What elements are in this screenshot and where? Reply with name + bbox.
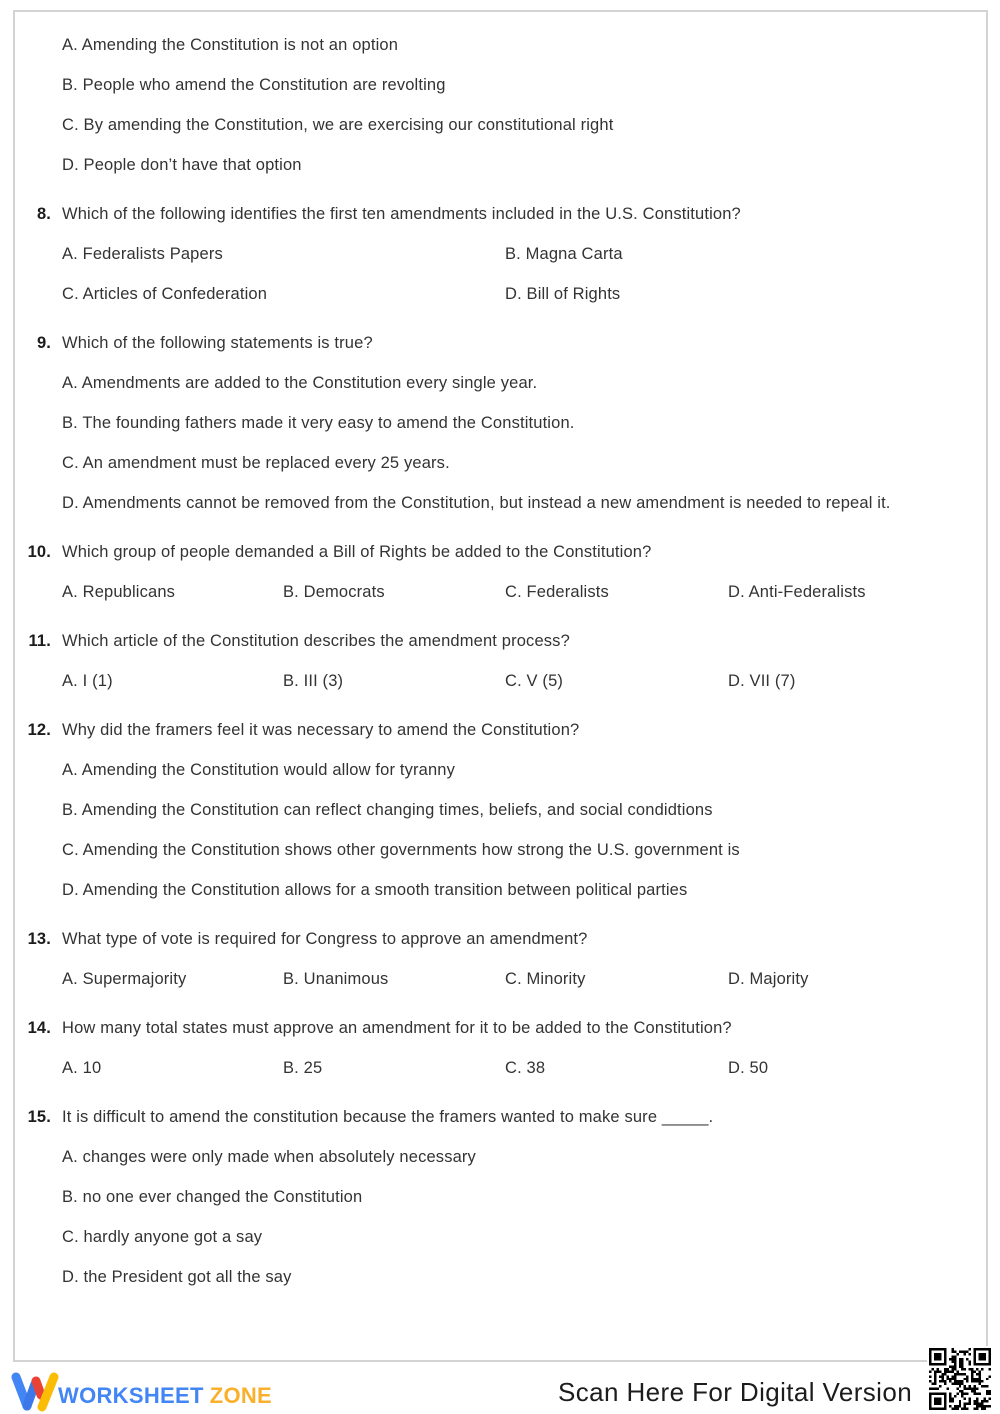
option: D. 50 <box>728 1059 769 1077</box>
option: C. Amending the Constitution shows other governments how strong the U.S. government is <box>62 841 740 859</box>
option: C. Minority <box>505 970 586 988</box>
question <box>13 631 984 671</box>
option: B. Magna Carta <box>505 245 623 263</box>
option: C. Articles of Confederation <box>62 285 268 303</box>
question-text: Which article of the Constitution describes the amendment process? <box>62 632 570 650</box>
options-row <box>13 1058 984 1098</box>
option: A. Amending the Constitution would allow for tyranny <box>62 761 456 779</box>
option: A. Amendments are added to the Constitution every single year. <box>62 374 538 392</box>
option: B. 25 <box>283 1059 323 1077</box>
option: B. People who amend the Constitution are revolting <box>62 76 446 94</box>
options-row <box>13 284 984 324</box>
option: B. Amending the Constitution can reflect changing times, beliefs, and social condidtions <box>62 801 713 819</box>
option: C. An amendment must be replaced every 25 years. <box>62 454 450 472</box>
brand-primary-text: WORKSHEET <box>58 1383 204 1408</box>
options-row <box>13 582 984 622</box>
scan-here-label: Scan Here For Digital Version <box>558 1377 913 1407</box>
options-row <box>13 671 984 711</box>
brand-secondary-text: ZONE <box>209 1383 273 1408</box>
worksheet-content <box>13 12 984 1307</box>
options-row <box>13 244 984 284</box>
option: A. Supermajority <box>62 970 187 988</box>
option: B. Democrats <box>283 583 385 601</box>
option: D. Majority <box>728 970 809 988</box>
option: C. 38 <box>505 1059 546 1077</box>
question <box>13 1018 984 1058</box>
question <box>13 1107 984 1147</box>
option: A. Republicans <box>62 583 176 601</box>
question <box>13 929 984 969</box>
option: C. V (5) <box>505 672 564 690</box>
option: C. hardly anyone got a say <box>62 1228 263 1246</box>
question-number: 12. <box>27 721 51 739</box>
question <box>13 720 984 760</box>
question <box>13 204 984 244</box>
question-number: 13. <box>27 930 51 948</box>
worksheetzone-wordmark <box>58 1383 272 1409</box>
worksheetzone-logo-icon <box>10 1372 60 1412</box>
question-text: Which of the following identifies the first ten amendments included in the U.S. Constitution? <box>62 205 741 223</box>
question-number: 8. <box>36 205 51 223</box>
question-text: Why did the framers feel it was necessary to amend the Constitution? <box>62 721 580 739</box>
question-text: It is difficult to amend the constitution because the framers wanted to make sure _____. <box>62 1108 714 1126</box>
question-text: What type of vote is required for Congress to approve an amendment? <box>62 930 588 948</box>
question-number: 11. <box>28 632 51 650</box>
option: B. The founding fathers made it very easy to amend the Constitution. <box>62 414 575 432</box>
option: A. changes were only made when absolutely necessary <box>62 1148 476 1166</box>
option: B. III (3) <box>283 672 344 690</box>
option: A. I (1) <box>62 672 113 690</box>
question-number: 10. <box>27 543 51 561</box>
question <box>13 542 984 582</box>
option: A. Federalists Papers <box>62 245 223 263</box>
option: D. VII (7) <box>728 672 796 690</box>
option: B. Unanimous <box>283 970 389 988</box>
question-number: 9. <box>36 334 51 352</box>
option: D. Amendments cannot be removed from the Constitution, but instead a new amendment is needed to repeal it. <box>62 494 891 512</box>
option: D. Anti-Federalists <box>728 583 866 601</box>
option: B. no one ever changed the Constitution <box>62 1188 363 1206</box>
question-text: How many total states must approve an amendment for it to be added to the Constitution? <box>62 1019 732 1037</box>
question-number: 14. <box>27 1019 51 1037</box>
option: D. the President got all the say <box>62 1268 292 1286</box>
option: C. By amending the Constitution, we are exercising our constitutional right <box>62 116 614 134</box>
option: D. People don’t have that option <box>62 156 302 174</box>
option: D. Bill of Rights <box>505 285 621 303</box>
question-text: Which of the following statements is true? <box>62 334 373 352</box>
option: C. Federalists <box>505 583 609 601</box>
qr-code <box>927 1346 993 1412</box>
option: A. 10 <box>62 1059 102 1077</box>
question <box>13 333 984 373</box>
question-number: 15. <box>27 1108 51 1126</box>
options-row <box>13 969 984 1009</box>
option: D. Amending the Constitution allows for a smooth transition between political parties <box>62 881 688 899</box>
question-text: Which group of people demanded a Bill of Rights be added to the Constitution? <box>62 543 652 561</box>
option: A. Amending the Constitution is not an option <box>62 36 399 54</box>
